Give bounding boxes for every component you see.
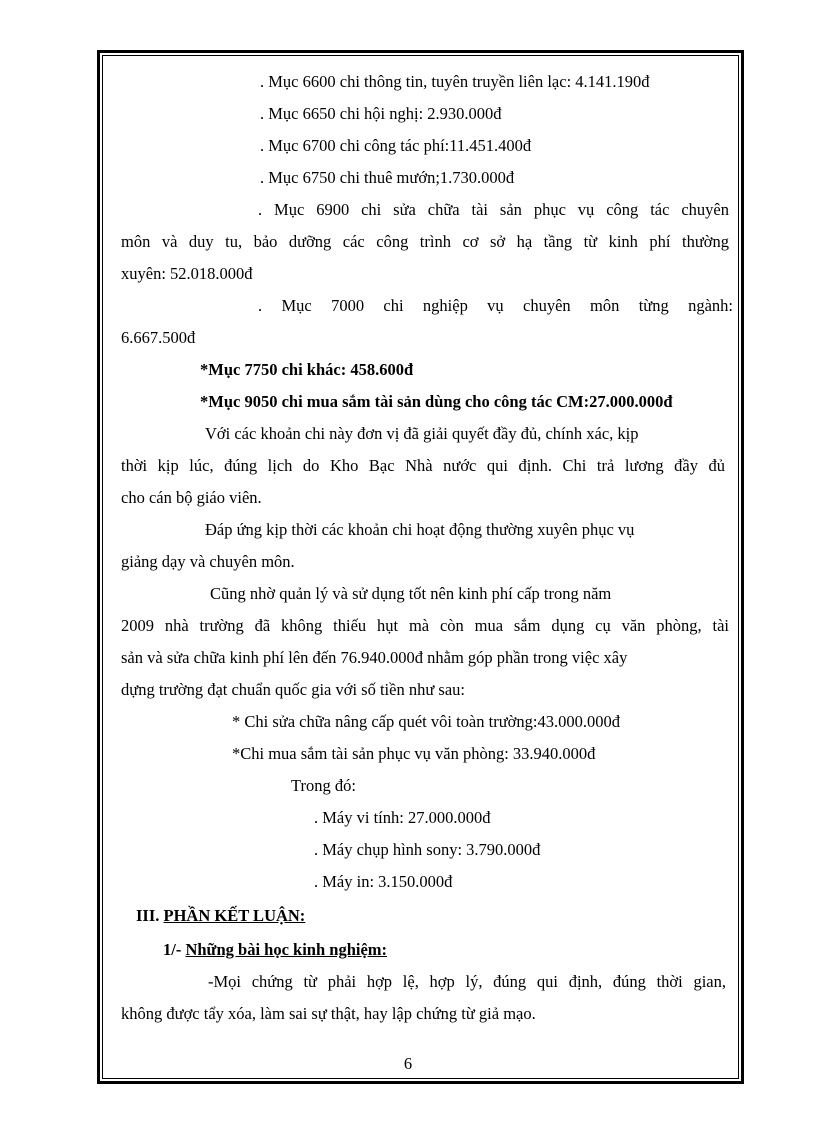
subsection-title: Những bài học kinh nghiệm:: [185, 940, 388, 959]
bold-line: *Mục 7750 chi khác: 458.600đ: [200, 360, 414, 379]
text-line: . Mục 6700 chi công tác phí:11.451.400đ: [260, 136, 532, 155]
text-line: . Máy vi tính: 27.000.000đ: [314, 808, 491, 827]
page-number: 6: [403, 1054, 413, 1073]
text-line: . Máy in: 3.150.000đ: [314, 872, 453, 891]
text-line: Cũng nhờ quản lý và sử dụng tốt nên kinh phí cấp trong năm: [210, 584, 612, 603]
text-line: Với các khoản chi này đơn vị đã giải quyết đầy đủ, chính xác, kịp: [205, 424, 639, 443]
subsection-heading: [163, 940, 387, 960]
text-line: 6.667.500đ: [121, 328, 196, 347]
text-line: Đáp ứng kịp thời các khoản chi hoạt động thường xuyên phục vụ: [205, 520, 635, 539]
text-line: 2009 nhà trường đã không thiếu hụt mà còn mua sắm dụng cụ văn phòng, tài: [121, 616, 729, 635]
section-title: PHẦN KẾT LUẬN:: [163, 906, 306, 925]
text-line: cho cán bộ giáo viên.: [121, 488, 262, 507]
section-heading: [136, 906, 305, 926]
text-line: . Mục 6600 chi thông tin, tuyên truyền liên lạc: 4.141.190đ: [260, 72, 650, 91]
text-line: thời kịp lúc, đúng lịch do Kho Bạc Nhà nước qui định. Chi trả lương đầy đủ: [121, 456, 725, 475]
text-line: không được tẩy xóa, làm sai sự thật, hay lập chứng từ giả mạo.: [121, 1004, 536, 1023]
section-number: III.: [136, 906, 160, 925]
text-line: sản và sửa chữa kinh phí lên đến 76.940.000đ nhằm góp phần trong việc xây: [121, 648, 628, 667]
text-line: Trong đó:: [291, 776, 356, 795]
text-line: xuyên: 52.018.000đ: [121, 264, 253, 283]
subsection-number: 1/-: [163, 940, 182, 959]
text-line: dựng trường đạt chuẩn quốc gia với số tiền như sau:: [121, 680, 465, 699]
text-line: . Mục 6900 chi sửa chữa tài sản phục vụ công tác chuyên: [258, 200, 729, 219]
text-line: . Mục 6650 chi hội nghị: 2.930.000đ: [260, 104, 502, 123]
bold-line: *Mục 9050 chi mua sắm tài sản dùng cho công tác CM:27.000.000đ: [200, 392, 673, 411]
text-line: *Chi mua sắm tài sản phục vụ văn phòng: 33.940.000đ: [232, 744, 596, 763]
text-line: . Mục 6750 chi thuê mướn;1.730.000đ: [260, 168, 515, 187]
text-line: môn và duy tu, bảo dưỡng các công trình cơ sở hạ tầng từ kinh phí thường: [121, 232, 729, 251]
text-line: . Mục 7000 chi nghiệp vụ chuyên môn từng ngành:: [258, 296, 733, 315]
text-line: -Mọi chứng từ phải hợp lệ, hợp lý, đúng qui định, đúng thời gian,: [208, 972, 726, 991]
text-line: . Máy chụp hình sony: 3.790.000đ: [314, 840, 541, 859]
text-line: * Chi sửa chữa nâng cấp quét vôi toàn trường:43.000.000đ: [232, 712, 620, 731]
text-line: giảng dạy và chuyên môn.: [121, 552, 295, 571]
